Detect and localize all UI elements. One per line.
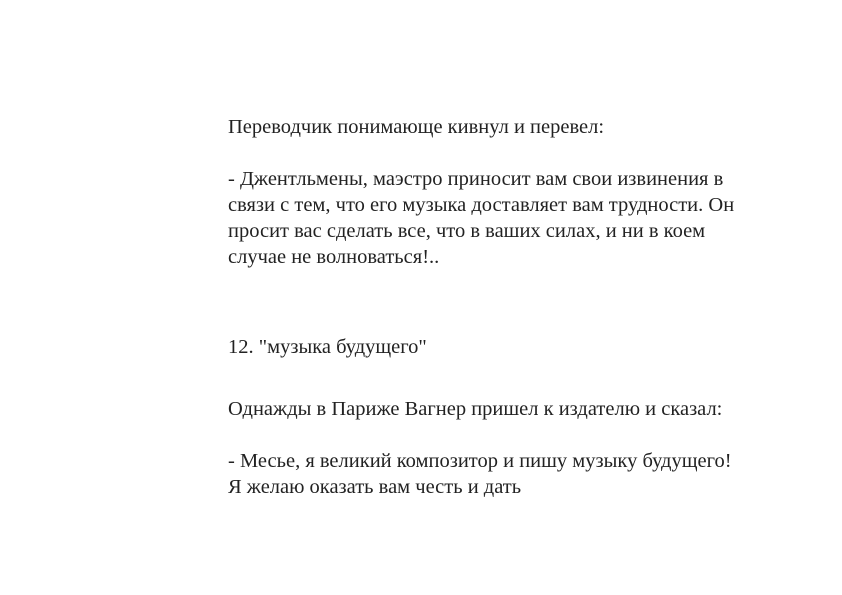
text-column bbox=[228, 114, 748, 500]
paragraph-spacer bbox=[228, 422, 748, 448]
paragraph-translator-nodded: Переводчик понимающе кивнул и перевел: bbox=[228, 116, 605, 138]
section-heading: 12. "музыка будущего" bbox=[228, 336, 427, 358]
paragraph-spacer bbox=[228, 140, 748, 166]
paragraph-gentlemen-apology: - Джентльмены, маэстро приносит вам свои извинения в связи с тем, что его музыка доставляет вам трудности. Он просит вас сделать все, что в ваших силах, и ни в коем случае не волноваться!.. bbox=[228, 168, 735, 268]
paragraph-monsieur-composer: - Месье, я великий композитор и пишу музыку будущего! Я желаю оказать вам честь и дать bbox=[228, 450, 732, 498]
section-spacer bbox=[228, 360, 748, 396]
paragraph-wagner-paris: Однажды в Париже Вагнер пришел к издателю и сказал: bbox=[228, 398, 723, 420]
section-spacer bbox=[228, 270, 748, 334]
